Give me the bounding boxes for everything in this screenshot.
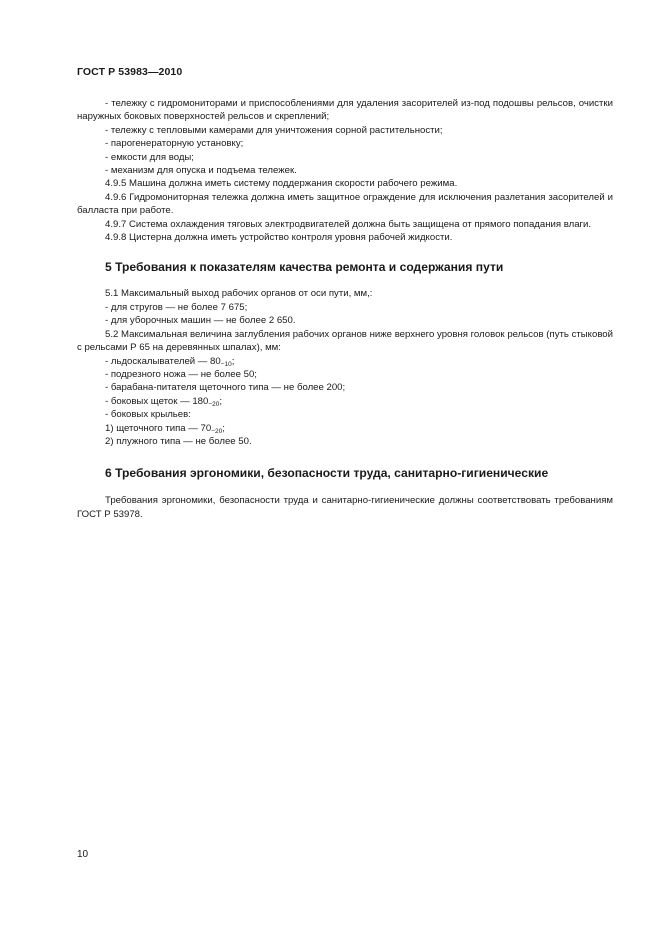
list-item-brush-type: 1) щеточного типа — $70_{-20}$; <box>105 422 225 435</box>
section-5-heading: 5 Требования к показателям качества ремонта и содержания пути <box>105 260 504 275</box>
tolerance-subscript: −20 <box>211 427 223 435</box>
list-item: - парогенераторную установку; <box>105 138 244 150</box>
section-6-heading: 6 Требования эргономики, безопасности труда, санитарно-гигиенические <box>105 466 549 481</box>
section-6-text: Требования эргономики, безопасности труда и санитарно-гигиенические должны соответствовать требованиям ГОСТ Р 53978. <box>77 495 613 520</box>
page-number: 10 <box>77 849 89 860</box>
list-item: - емкости для воды; <box>105 151 194 163</box>
list-item: - тележку с тепловыми камерами для уничтожения сорной растительности; <box>105 124 443 136</box>
document-header: ГОСТ Р 53983—2010 <box>77 66 183 78</box>
list-item: - барабана-питателя щеточного типа — не более 200; <box>105 382 346 394</box>
list-item: - подрезного ножа — не более 50; <box>105 368 257 380</box>
list-item: - боковых крыльев: <box>105 409 191 421</box>
page-body <box>77 97 613 521</box>
clause-4-9-5: 4.9.5 Машина должна иметь систему поддержания скорости рабочего режима. <box>105 178 458 190</box>
list-item: - механизм для опуска и подъема тележек. <box>105 165 297 177</box>
clause-4-9-6: 4.9.6 Гидромониторная тележка должна иметь защитное ограждение для исключения разлетания засорителей и балласта при работе. <box>77 191 613 217</box>
tolerance-subscript: −20 <box>208 400 220 408</box>
tolerance-subscript: −10 <box>220 360 232 368</box>
clause-4-9-8: 4.9.8 Цистерна должна иметь устройство контроля уровня рабочей жидкости. <box>105 232 453 244</box>
clause-4-9-7: 4.9.7 Система охлаждения тяговых электродвигателей должна быть защищена от прямого попадания влаги. <box>105 218 592 230</box>
list-item: - для уборочных машин — не более 2 650. <box>105 315 296 327</box>
clause-5-2: 5.2 Максимальная величина заглубления рабочих органов ниже верхнего уровня головок рельсов (путь стыковой с рельсами Р 65 на деревянных шпалах), мм: <box>77 328 613 354</box>
list-item-side-brushes: - боковых щеток — $180_{-20}$; <box>105 395 223 408</box>
list-item: - для стругов — не более 7 675; <box>105 301 248 313</box>
list-item: - тележку с гидромониторами и приспособлениями для удаления засорителей из-под подошвы рельсов, очистки наружных боковых поверхностей рельсов и скреплений; <box>77 98 613 123</box>
list-item-ice-breakers: - льдоскалывателей — $80_{-10}$; <box>105 355 235 368</box>
list-item: 2) плужного типа — не более 50. <box>105 435 252 447</box>
clause-5-1: 5.1 Максимальный выход рабочих органов от оси пути, мм,: <box>105 288 373 300</box>
